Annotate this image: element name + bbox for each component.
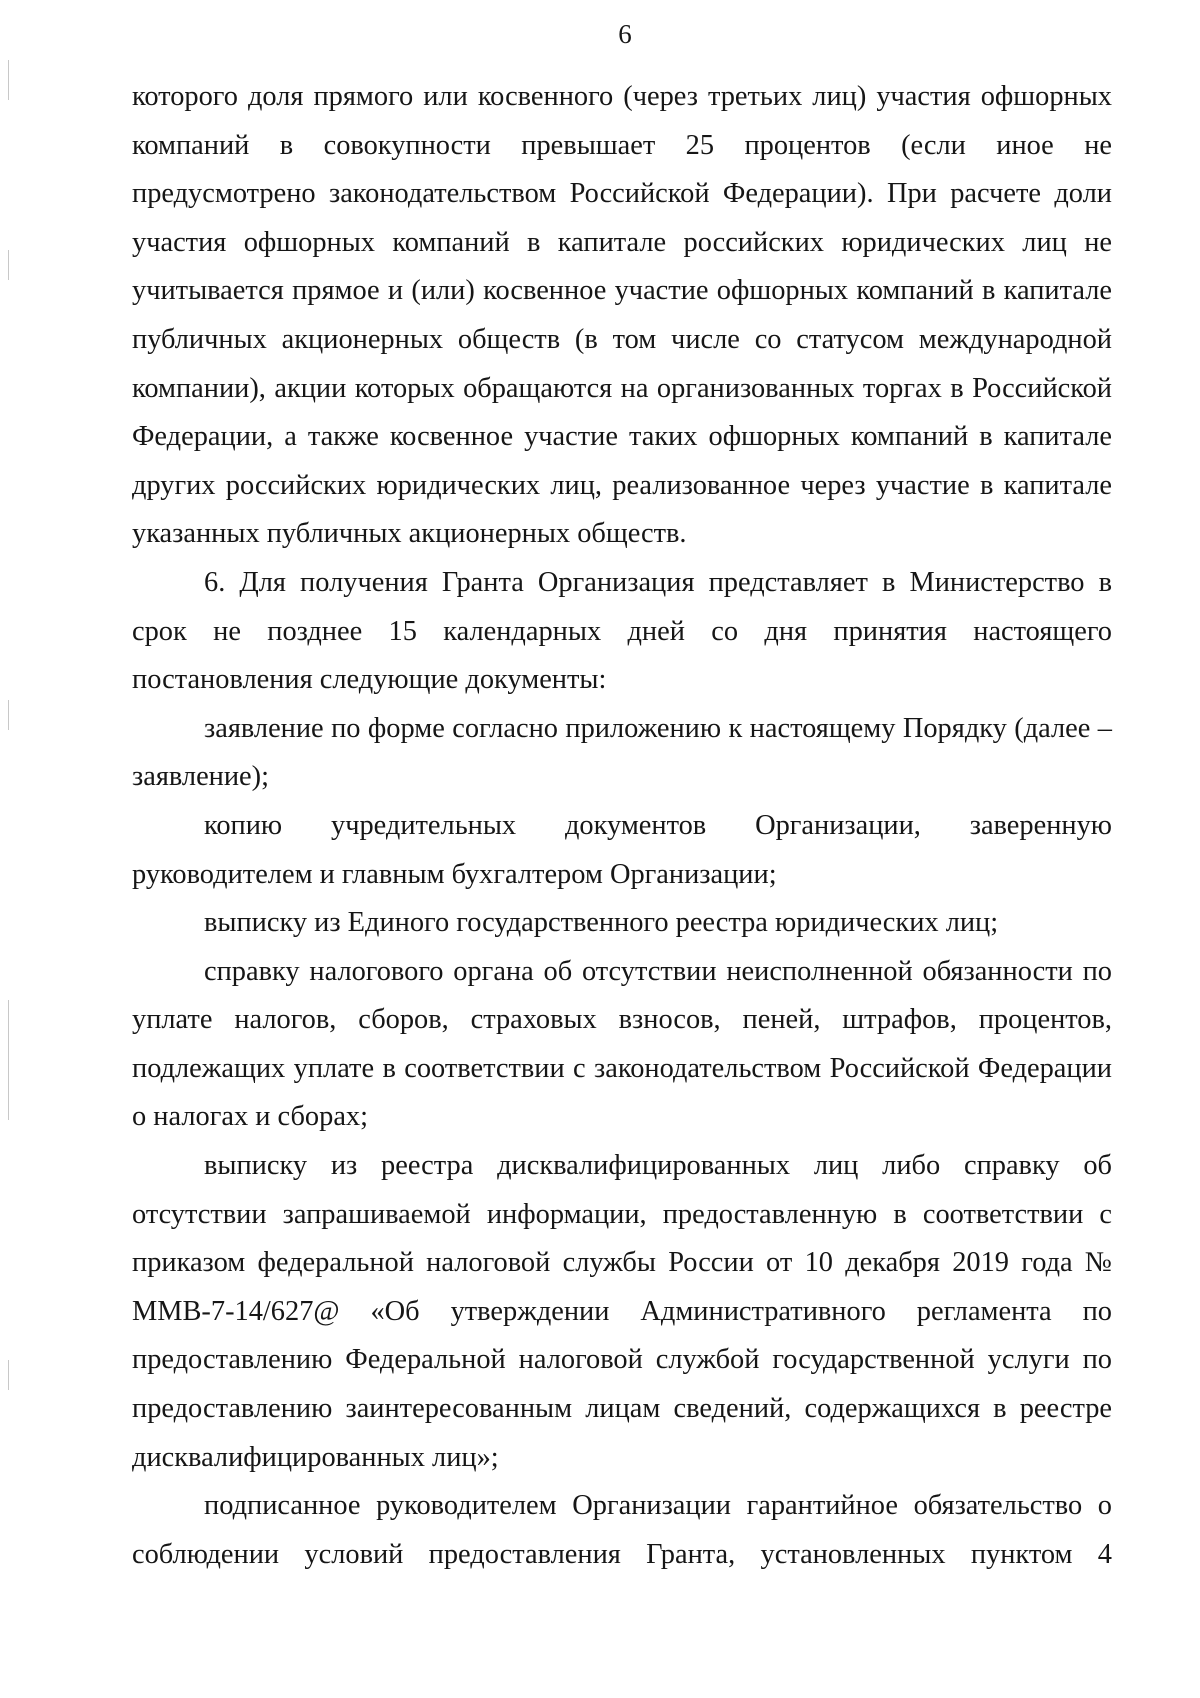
- page-number: 6: [618, 19, 632, 49]
- document-body: [132, 73, 1112, 1579]
- list-item-charter-copy: копию учредительных документов Организации, заверенную руководителем и главным бухгалтером Организации;: [132, 809, 1112, 890]
- list-item-disqualified-registry: выписку из реестра дисквалифицированных лиц либо справку об отсутствии запрашиваемой информации, предоставленную в соответствии с приказом федеральной налоговой службы России от 10 декабря 2019 года № ММВ-7-14/627@ «Об утверждении Административного регламента по предоставлению Федеральной налоговой службой государственной услуги по предоставлению заинтересованным лицам сведений, содержащихся в реестре дисквалифицированных лиц»;: [132, 1150, 1112, 1473]
- list-item-tax-certificate: справку налогового органа об отсутствии неисполненной обязанности по уплате налогов, сборов, страховых взносов, пеней, штрафов, процентов, подлежащих уплате в соответствии с законодательством Российской Федерации о налогах и сборах;: [132, 955, 1112, 1133]
- paragraph-item-6: 6. Для получения Гранта Организация представляет в Министерство в срок не позднее 15 календарных дней со дня принятия настоящего постановления следующие документы:: [132, 566, 1112, 696]
- list-item-guarantee: подписанное руководителем Организации гарантийное обязательство о соблюдении условий предоставления Гранта, установленных пунктом 4: [132, 1490, 1112, 1570]
- list-item-application: заявление по форме согласно приложению к настоящему Порядку (далее – заявление);: [132, 712, 1112, 793]
- paragraph-continuation: которого доля прямого или косвенного (через третьих лиц) участия офшорных компаний в совокупности превышает 25 процентов (если иное не предусмотрено законодательством Российской Федерации). При расчете доли участия офшорных компаний в капитале российских юридических лиц не учитывается прямое и (или) косвенное участие офшорных компаний в капитале публичных акционерных обществ (в том числе со статусом международной компании), акции которых обращаются на организованных торгах в Российской Федерации, а также косвенное участие таких офшорных компаний в капитале других российских юридических лиц, реализованное через участие в капитале указанных публичных акционерных обществ.: [132, 81, 1112, 550]
- list-item-egrul-extract: выписку из Единого государственного реестра юридических лиц;: [204, 907, 999, 939]
